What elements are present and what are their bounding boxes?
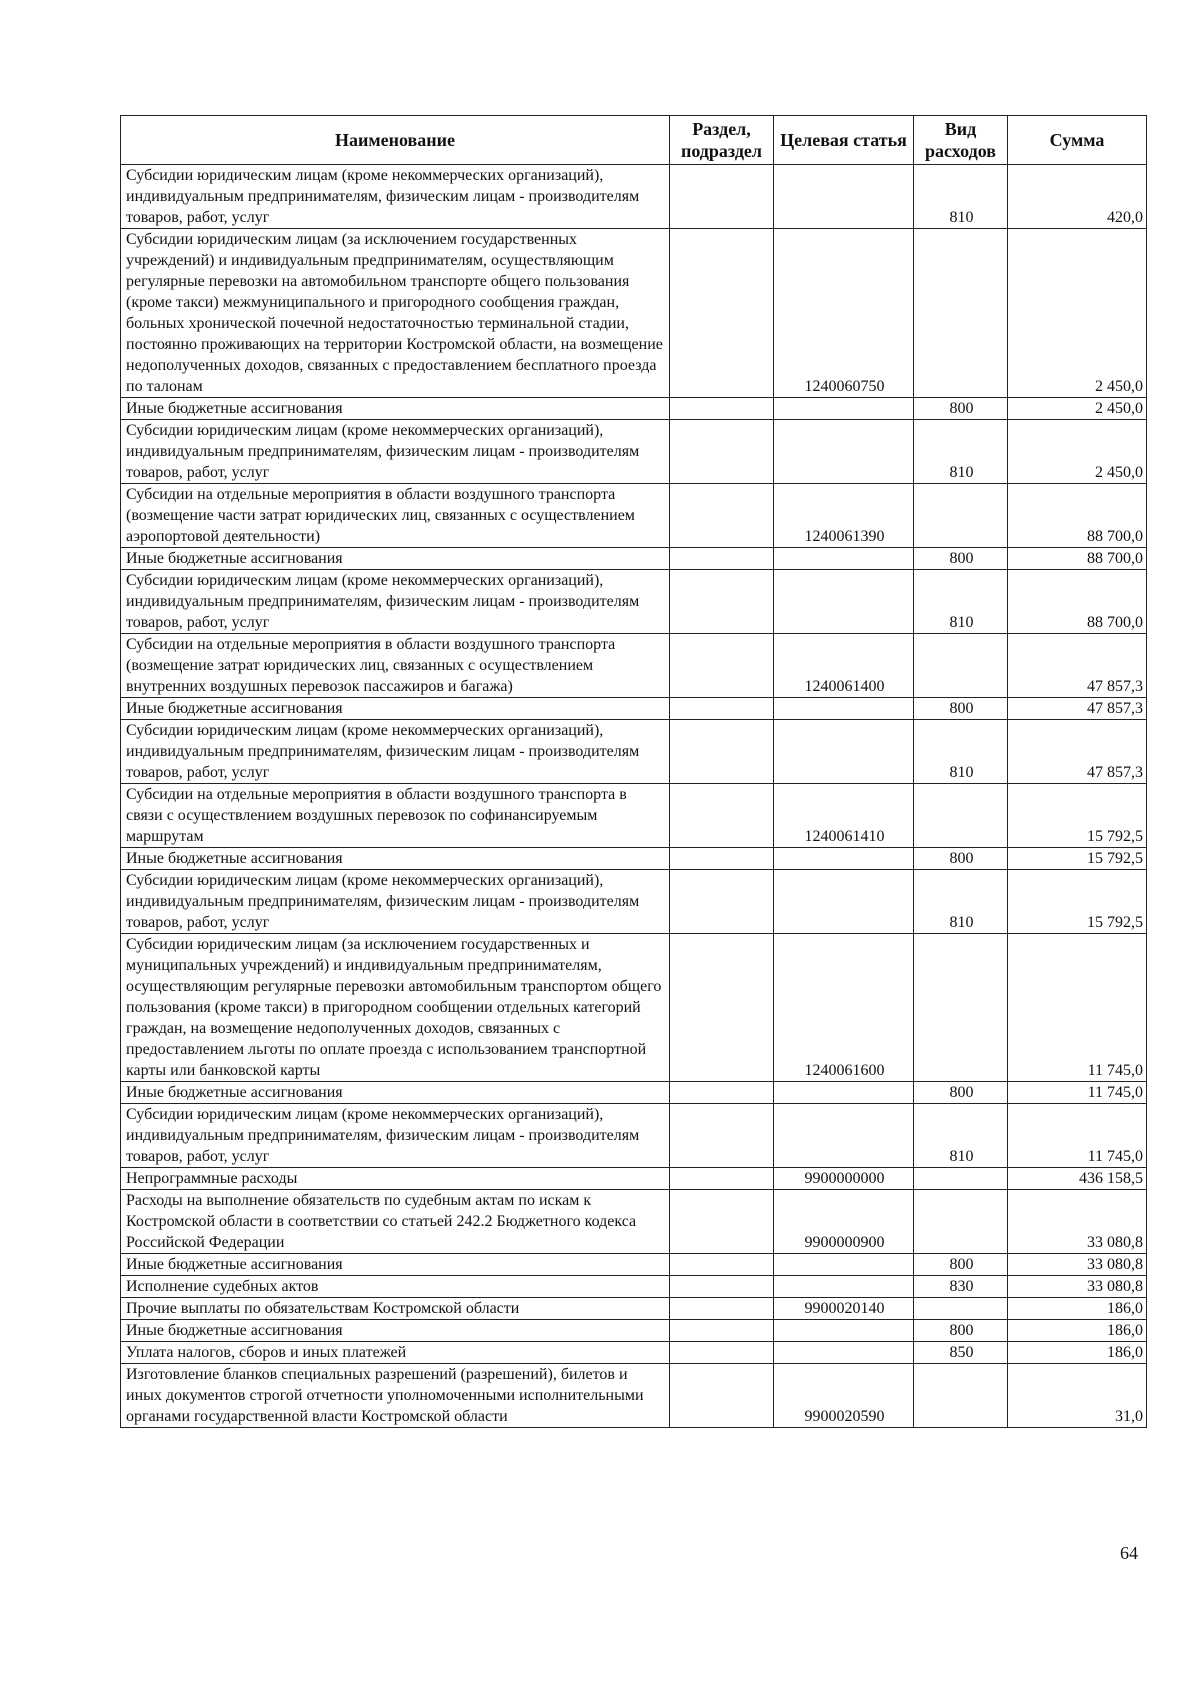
row-amount-cell: 47 857,3: [1008, 634, 1147, 698]
row-name-cell: Иные бюджетные ассигнования: [121, 1320, 670, 1342]
row-expense-type-cell: [914, 1364, 1008, 1428]
table-row: [121, 1342, 1147, 1364]
table-row: [121, 784, 1147, 848]
row-amount-cell: 11 745,0: [1008, 1104, 1147, 1168]
table-row: [121, 570, 1147, 634]
row-target-cell: [774, 1082, 914, 1104]
row-expense-type-cell: 800: [914, 848, 1008, 870]
row-expense-type-cell: 800: [914, 1082, 1008, 1104]
row-section-cell: [670, 784, 774, 848]
header-target: Целевая статья: [774, 116, 914, 165]
row-amount-cell: 15 792,5: [1008, 870, 1147, 934]
row-section-cell: [670, 484, 774, 548]
row-section-cell: [670, 848, 774, 870]
row-amount-cell: 420,0: [1008, 165, 1147, 229]
table-row: [121, 1104, 1147, 1168]
row-name-cell: Иные бюджетные ассигнования: [121, 848, 670, 870]
table-row: [121, 165, 1147, 229]
table-row: [121, 1276, 1147, 1298]
row-amount-cell: 88 700,0: [1008, 548, 1147, 570]
header-section: Раздел, подраздел: [670, 116, 774, 165]
row-name-cell: Иные бюджетные ассигнования: [121, 1082, 670, 1104]
row-target-cell: 9900000000: [774, 1168, 914, 1190]
row-name-cell: Субсидии юридическим лицам (кроме некоммерческих организаций), индивидуальным предпринимателям, физическим лицам - производителям товаров, работ, услуг: [121, 870, 670, 934]
row-section-cell: [670, 1276, 774, 1298]
table-row: [121, 634, 1147, 698]
row-target-cell: 1240061600: [774, 934, 914, 1082]
row-amount-cell: 11 745,0: [1008, 934, 1147, 1082]
row-target-cell: [774, 1254, 914, 1276]
table-row: [121, 720, 1147, 784]
row-amount-cell: 33 080,8: [1008, 1190, 1147, 1254]
row-name-cell: Субсидии юридическим лицам (кроме некоммерческих организаций), индивидуальным предпринимателям, физическим лицам - производителям товаров, работ, услуг: [121, 720, 670, 784]
row-name-cell: Субсидии на отдельные мероприятия в области воздушного транспорта в связи с осуществлением воздушных перевозок по софинансируемым маршрутам: [121, 784, 670, 848]
row-target-cell: [774, 698, 914, 720]
table-body: [121, 165, 1147, 1428]
row-name-cell: Субсидии на отдельные мероприятия в области воздушного транспорта (возмещение затрат юридических лиц, связанных с осуществлением внутренних воздушных перевозок пассажиров и багажа): [121, 634, 670, 698]
table-row: [121, 1082, 1147, 1104]
row-amount-cell: 47 857,3: [1008, 720, 1147, 784]
row-amount-cell: 88 700,0: [1008, 484, 1147, 548]
row-name-cell: Уплата налогов, сборов и иных платежей: [121, 1342, 670, 1364]
table-row: [121, 1298, 1147, 1320]
row-amount-cell: 33 080,8: [1008, 1254, 1147, 1276]
row-section-cell: [670, 1082, 774, 1104]
page-number: 64: [1120, 1543, 1138, 1563]
row-section-cell: [670, 870, 774, 934]
table-row: [121, 1254, 1147, 1276]
row-target-cell: 1240060750: [774, 229, 914, 398]
row-target-cell: [774, 870, 914, 934]
row-section-cell: [670, 420, 774, 484]
row-name-cell: Прочие выплаты по обязательствам Костромской области: [121, 1298, 670, 1320]
row-expense-type-cell: [914, 934, 1008, 1082]
row-expense-type-cell: 810: [914, 1104, 1008, 1168]
table-row: [121, 548, 1147, 570]
row-name-cell: Изготовление бланков специальных разрешений (разрешений), билетов и иных документов строгой отчетности уполномоченными исполнительными органами государственной власти Костромской области: [121, 1364, 670, 1428]
row-amount-cell: 186,0: [1008, 1298, 1147, 1320]
row-target-cell: [774, 548, 914, 570]
row-amount-cell: 33 080,8: [1008, 1276, 1147, 1298]
row-amount-cell: 2 450,0: [1008, 398, 1147, 420]
row-name-cell: Субсидии юридическим лицам (кроме некоммерческих организаций), индивидуальным предпринимателям, физическим лицам - производителям товаров, работ, услуг: [121, 1104, 670, 1168]
table-row: [121, 484, 1147, 548]
row-target-cell: [774, 720, 914, 784]
table-row: [121, 1364, 1147, 1428]
row-expense-type-cell: 810: [914, 720, 1008, 784]
row-target-cell: 9900020140: [774, 1298, 914, 1320]
row-section-cell: [670, 229, 774, 398]
row-amount-cell: 186,0: [1008, 1320, 1147, 1342]
budget-table: [120, 115, 1147, 1428]
row-name-cell: Непрограммные расходы: [121, 1168, 670, 1190]
row-amount-cell: 15 792,5: [1008, 784, 1147, 848]
row-expense-type-cell: 800: [914, 548, 1008, 570]
row-expense-type-cell: [914, 1298, 1008, 1320]
row-expense-type-cell: 810: [914, 165, 1008, 229]
row-name-cell: Субсидии юридическим лицам (кроме некоммерческих организаций), индивидуальным предпринимателям, физическим лицам - производителям товаров, работ, услуг: [121, 570, 670, 634]
row-expense-type-cell: 800: [914, 398, 1008, 420]
row-target-cell: [774, 398, 914, 420]
row-name-cell: Иные бюджетные ассигнования: [121, 1254, 670, 1276]
row-section-cell: [670, 548, 774, 570]
table-row: [121, 934, 1147, 1082]
row-expense-type-cell: 810: [914, 420, 1008, 484]
header-expense-type: Вид расходов: [914, 116, 1008, 165]
row-section-cell: [670, 1168, 774, 1190]
row-amount-cell: 88 700,0: [1008, 570, 1147, 634]
row-target-cell: [774, 1342, 914, 1364]
row-amount-cell: 186,0: [1008, 1342, 1147, 1364]
row-target-cell: 9900020590: [774, 1364, 914, 1428]
row-expense-type-cell: 830: [914, 1276, 1008, 1298]
row-section-cell: [670, 165, 774, 229]
header-amount: Сумма: [1008, 116, 1147, 165]
table-row: [121, 848, 1147, 870]
row-amount-cell: 31,0: [1008, 1364, 1147, 1428]
row-target-cell: [774, 1104, 914, 1168]
row-name-cell: Субсидии юридическим лицам (кроме некоммерческих организаций), индивидуальным предпринимателям, физическим лицам - производителям товаров, работ, услуг: [121, 420, 670, 484]
row-section-cell: [670, 1364, 774, 1428]
row-name-cell: Расходы на выполнение обязательств по судебным актам по искам к Костромской области в соответствии со статьей 242.2 Бюджетного кодекса Российской Федерации: [121, 1190, 670, 1254]
row-target-cell: 1240061390: [774, 484, 914, 548]
row-name-cell: Исполнение судебных актов: [121, 1276, 670, 1298]
row-amount-cell: 436 158,5: [1008, 1168, 1147, 1190]
row-amount-cell: 47 857,3: [1008, 698, 1147, 720]
row-expense-type-cell: 810: [914, 870, 1008, 934]
row-expense-type-cell: [914, 1168, 1008, 1190]
row-target-cell: [774, 570, 914, 634]
row-expense-type-cell: [914, 784, 1008, 848]
row-target-cell: [774, 420, 914, 484]
row-target-cell: [774, 165, 914, 229]
row-expense-type-cell: 810: [914, 570, 1008, 634]
row-expense-type-cell: 800: [914, 1320, 1008, 1342]
row-section-cell: [670, 1342, 774, 1364]
row-target-cell: [774, 1276, 914, 1298]
table-row: [121, 398, 1147, 420]
row-target-cell: [774, 1320, 914, 1342]
row-target-cell: 1240061400: [774, 634, 914, 698]
row-section-cell: [670, 1104, 774, 1168]
table-row: [121, 1168, 1147, 1190]
table-row: [121, 698, 1147, 720]
row-expense-type-cell: [914, 634, 1008, 698]
row-section-cell: [670, 634, 774, 698]
row-section-cell: [670, 1190, 774, 1254]
row-amount-cell: 2 450,0: [1008, 420, 1147, 484]
row-section-cell: [670, 1298, 774, 1320]
row-expense-type-cell: 850: [914, 1342, 1008, 1364]
header-name: Наименование: [121, 116, 670, 165]
row-amount-cell: 15 792,5: [1008, 848, 1147, 870]
row-name-cell: Субсидии на отдельные мероприятия в области воздушного транспорта (возмещение части затрат юридических лиц, связанных с осуществлением аэропортовой деятельности): [121, 484, 670, 548]
row-amount-cell: 2 450,0: [1008, 229, 1147, 398]
table-row: [121, 420, 1147, 484]
row-section-cell: [670, 398, 774, 420]
row-name-cell: Иные бюджетные ассигнования: [121, 698, 670, 720]
table-row: [121, 1190, 1147, 1254]
row-expense-type-cell: [914, 229, 1008, 398]
row-amount-cell: 11 745,0: [1008, 1082, 1147, 1104]
row-target-cell: 9900000900: [774, 1190, 914, 1254]
table-row: [121, 870, 1147, 934]
row-section-cell: [670, 1254, 774, 1276]
table-row: [121, 229, 1147, 398]
row-section-cell: [670, 1320, 774, 1342]
row-target-cell: [774, 848, 914, 870]
header-row: [121, 116, 1147, 165]
row-expense-type-cell: 800: [914, 1254, 1008, 1276]
row-target-cell: 1240061410: [774, 784, 914, 848]
row-name-cell: Иные бюджетные ассигнования: [121, 398, 670, 420]
row-name-cell: Субсидии юридическим лицам (кроме некоммерческих организаций), индивидуальным предпринимателям, физическим лицам - производителям товаров, работ, услуг: [121, 165, 670, 229]
row-section-cell: [670, 934, 774, 1082]
table-row: [121, 1320, 1147, 1342]
row-name-cell: Иные бюджетные ассигнования: [121, 548, 670, 570]
row-section-cell: [670, 570, 774, 634]
row-name-cell: Субсидии юридическим лицам (за исключением государственных учреждений) и индивидуальным предпринимателям, осуществляющим регулярные перевозки на автомобильном транспорте общего пользования (кроме такси) межмуниципального и пригородного сообщения граждан, больных хронической почечной недостаточностью терминальной стадии, постоянно проживающих на территории Костромской области, на возмещение недополученных доходов, связанных с предоставлением бесплатного проезда по талонам: [121, 229, 670, 398]
row-expense-type-cell: 800: [914, 698, 1008, 720]
row-expense-type-cell: [914, 484, 1008, 548]
row-section-cell: [670, 698, 774, 720]
row-section-cell: [670, 720, 774, 784]
row-name-cell: Субсидии юридическим лицам (за исключением государственных и муниципальных учреждений) и индивидуальным предпринимателям, осуществляющим регулярные перевозки автомобильным транспортом общего пользования (кроме такси) в пригородном сообщении отдельных категорий граждан, на возмещение недополученных доходов, связанных с предоставлением льготы по оплате проезда с использованием транспортной карты или банковской карты: [121, 934, 670, 1082]
row-expense-type-cell: [914, 1190, 1008, 1254]
